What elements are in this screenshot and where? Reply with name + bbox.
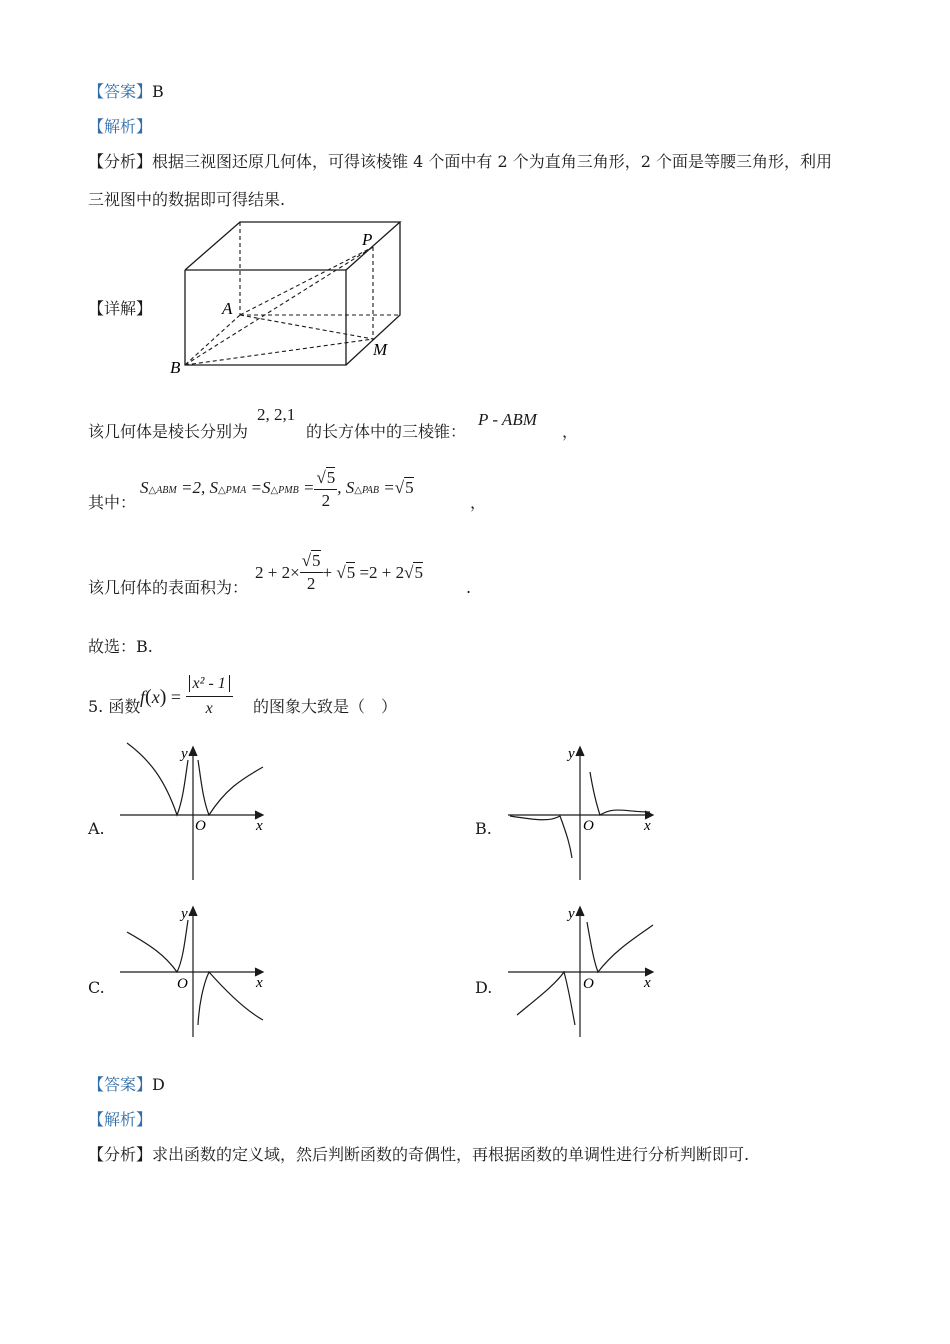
line-a-dims: 2, 2,1 xyxy=(257,405,296,424)
option-d-label[interactable]: D. xyxy=(475,978,493,997)
front-face xyxy=(185,270,346,365)
fenxi-line xyxy=(88,152,832,172)
label-m: M xyxy=(373,340,388,359)
option-a-y-label: y xyxy=(181,746,188,762)
option-a-graph[interactable] xyxy=(115,740,275,885)
option-a-curve-right xyxy=(198,760,263,815)
line-a-end: ， xyxy=(562,422,579,441)
option-d-origin: O xyxy=(583,976,594,992)
line-c-text: 该几何体的表面积为： xyxy=(88,578,249,597)
option-c-origin: O xyxy=(177,976,188,992)
q5-answer-value: D xyxy=(152,1075,165,1094)
fenxi-text: 根据三视图还原几何体，可得该棱锥 4 个面中有 2 个为直角三角形，2 个面是等腰三角形，利用 xyxy=(152,152,832,171)
option-c-x-label: x xyxy=(256,975,263,991)
q5-answer-line xyxy=(88,1075,165,1095)
den-expr: x xyxy=(205,700,213,717)
option-c-curve-right xyxy=(198,972,263,1025)
line-a-text1: 该几何体是棱长分别为 xyxy=(88,422,249,441)
q5-fenxi-tag: 【分析】 xyxy=(88,1145,153,1164)
option-b-x-label: x xyxy=(644,818,651,834)
line-b-end: ， xyxy=(470,493,487,512)
option-a-origin: O xyxy=(195,818,206,834)
q5-suffix: 的图象大致是（ ） xyxy=(253,697,398,716)
fenxi-line-2: 三视图中的数据即可得结果. xyxy=(88,190,286,209)
option-d-x-label: x xyxy=(644,975,651,991)
func-var: x xyxy=(151,686,160,707)
q5-jiexi-tag: 【解析】 xyxy=(88,1110,153,1129)
option-c-curve-left xyxy=(127,920,188,972)
hidden-edge-2 xyxy=(185,315,240,365)
label-a: A xyxy=(222,299,233,318)
option-c-y-label: y xyxy=(181,906,188,922)
option-d-graph[interactable] xyxy=(505,900,665,1045)
line-am xyxy=(240,315,373,339)
line-bm xyxy=(185,339,373,365)
num-expr: x² - 1 xyxy=(189,675,230,692)
line-c-end: . xyxy=(466,578,472,597)
option-c-label[interactable]: C. xyxy=(88,978,105,997)
option-b-label[interactable]: B. xyxy=(475,819,492,838)
option-b-curve-left xyxy=(510,816,572,858)
label-p: P xyxy=(362,230,373,249)
q5-function: f(x) = $\frac{\text{x² - 1}}{x}$ xyxy=(140,672,233,721)
xiangjie-tag: 【详解】 xyxy=(88,299,153,318)
option-a-x-label: x xyxy=(256,818,263,834)
option-c-graph[interactable] xyxy=(115,900,275,1045)
option-b-curve-right xyxy=(590,772,650,815)
line-bp xyxy=(185,247,373,365)
cuboid-figure xyxy=(160,215,410,380)
surface-area-formula: 2 + 2× $\frac{√5}{2}$ + √5 =2 + 2√5 xyxy=(255,551,423,593)
q5-number: 5. 函数 xyxy=(88,697,141,716)
line-a-math: P - ABM xyxy=(478,410,537,429)
conclusion: 故选：B. xyxy=(88,637,153,656)
func-name: f xyxy=(140,686,146,707)
q5-fenxi-text: 求出函数的定义域，然后判断函数的奇偶性，再根据函数的单调性进行分析判断即可. xyxy=(152,1145,750,1164)
answer-value: B xyxy=(152,82,164,101)
option-d-curve-right xyxy=(587,922,653,972)
line-a-text2: 的长方体中的三棱锥： xyxy=(306,422,467,441)
label-b: B xyxy=(170,358,181,377)
answer-line xyxy=(88,82,164,102)
jiexi-tag: 【解析】 xyxy=(88,117,153,136)
line-b-text: 其中： xyxy=(88,493,137,512)
option-d-y-label: y xyxy=(568,906,575,922)
option-a-curve-left xyxy=(127,743,188,815)
q5-fenxi-line xyxy=(88,1145,749,1165)
option-a-label[interactable]: A. xyxy=(88,819,105,838)
area-formulas: S△ABM =2, S△PMA =S△PMB = $\frac{√5}{2}$ , S△PAB =√5 xyxy=(140,468,414,510)
option-b-origin: O xyxy=(583,818,594,834)
option-b-y-label: y xyxy=(568,746,575,762)
fenxi-tag: 【分析】 xyxy=(88,152,153,171)
line-ap xyxy=(240,247,373,315)
answer-tag: 【答案】 xyxy=(88,82,153,101)
option-b-graph[interactable] xyxy=(505,740,665,885)
q5-answer-tag: 【答案】 xyxy=(88,1075,153,1094)
option-d-curve-left xyxy=(517,972,575,1025)
